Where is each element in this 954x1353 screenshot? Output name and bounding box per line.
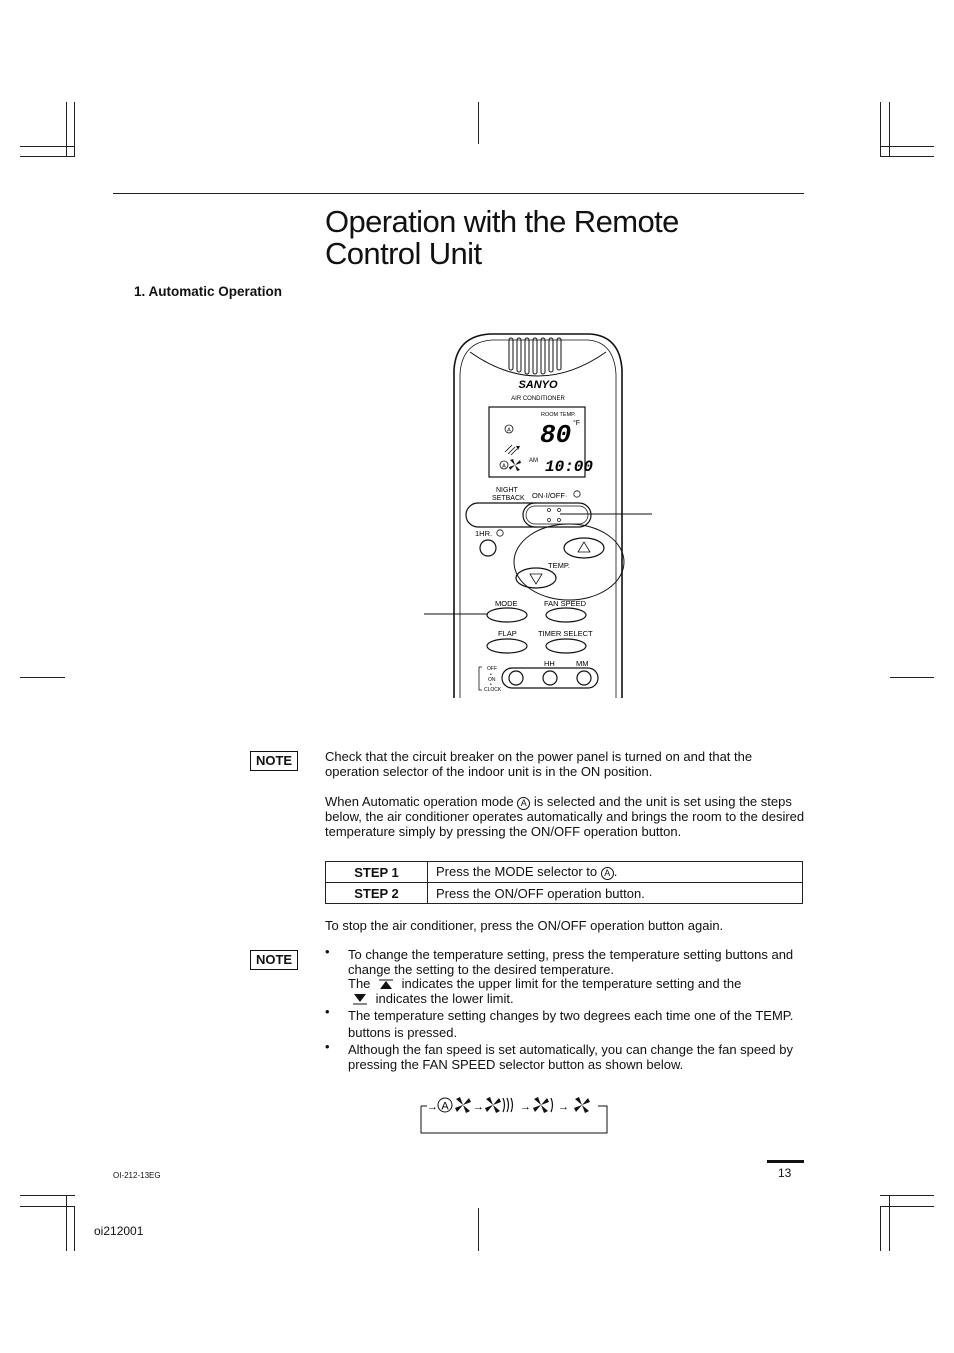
clock-clock-label: CLOCK: [484, 687, 502, 693]
fan-speed-button: [546, 608, 586, 622]
lcd-room-temp: ROOM TEMP.: [541, 412, 576, 418]
auto-text-part-1: When Automatic operation mode: [325, 794, 514, 809]
fan-low-icon: [574, 1097, 590, 1113]
lcd-am: AM: [529, 458, 538, 464]
bullet-1-lower-line: [348, 992, 805, 1007]
timer-select-button: [546, 639, 586, 653]
lcd-time: 10:00: [545, 458, 594, 476]
bullet-1-text: To change the temperature setting, press the temperature setting buttons and change the setting to the desired temperature.: [348, 947, 794, 977]
lcd-fan-icon: [509, 459, 521, 471]
doc-code: OI-212-13EG: [113, 1171, 161, 1180]
clock-mode-button: [509, 671, 523, 685]
lcd-unit: °F: [573, 420, 581, 427]
fan-speed-cycle-diagram: [418, 1093, 612, 1137]
svg-text:A: A: [502, 463, 506, 470]
svg-text:•: •: [490, 672, 492, 678]
remote-control-illustration: [420, 330, 660, 702]
up-triangle-icon: [578, 542, 590, 552]
bullet-1-upper: indicates the upper limit for the temperature setting and the: [401, 976, 742, 992]
fan-icon: [455, 1097, 471, 1113]
night-setback-label-2: SETBACK: [492, 495, 525, 502]
header-rule: [113, 193, 804, 194]
flap-label: FLAP: [498, 629, 517, 638]
step-1-text: Press the MODE selector to: [436, 864, 598, 879]
on-off-label: ON·I/OFF·: [532, 491, 568, 500]
page-title: [325, 206, 805, 270]
section-heading: 1. Automatic Operation: [134, 284, 283, 299]
clock-mm-label: MM: [576, 659, 589, 668]
step-2-label: STEP 2: [326, 883, 428, 904]
svg-text:A: A: [507, 427, 511, 434]
table-row: [326, 883, 803, 904]
step-1-label: STEP 1: [326, 862, 428, 883]
page-title-line-1: Operation with the Remote: [325, 204, 679, 239]
clock-icon: [497, 530, 503, 536]
temp-up-button: [564, 538, 604, 558]
step-1-suffix: .: [613, 864, 618, 879]
note-2-list: [325, 944, 805, 1075]
steps-table: [325, 861, 803, 904]
step-2-text: Press the ON/OFF operation button.: [428, 883, 803, 904]
up-limit-icon: [378, 979, 394, 991]
on-off-indicator-icon: [574, 491, 580, 497]
cycle-arrow: →: [520, 1101, 531, 1113]
cycle-arrow: →: [427, 1101, 438, 1113]
on-off-button: [523, 503, 591, 527]
bullet-dot: •: [325, 1039, 330, 1055]
auto-mode-icon: A: [601, 867, 614, 880]
remote-subtitle: AIR CONDITIONER: [511, 396, 565, 402]
lcd-flap-icon: [505, 445, 517, 455]
step-1-cell: [428, 862, 803, 883]
down-limit-icon: [352, 993, 368, 1005]
lcd-temp-value: 80: [540, 420, 572, 450]
fan-medium-icon: [533, 1097, 549, 1113]
page-number: 13: [778, 1166, 792, 1180]
note-badge-1: NOTE: [250, 751, 298, 771]
night-setback-label-1: NIGHT: [496, 487, 518, 494]
clock-hh-label: HH: [544, 659, 555, 668]
grill-icon: [509, 338, 561, 374]
clock-mm-button: [577, 671, 591, 685]
cycle-arrow: →: [558, 1101, 569, 1113]
bullet-1-limits: [348, 977, 805, 992]
list-item: [325, 1004, 805, 1041]
one-hour-button: [480, 540, 496, 556]
timer-select-label: TIMER SELECT: [538, 629, 593, 638]
svg-text:•: •: [490, 682, 492, 688]
clock-on-label: ON: [488, 677, 496, 683]
flap-button: [487, 639, 527, 653]
note-1-text: Check that the circuit breaker on the power panel is turned on and that the operation selector of the indoor unit is in the ON position.: [325, 749, 753, 779]
remote-brand: SANYO: [518, 379, 558, 391]
bullet-2-text: The temperature setting changes by two degrees each time one of the TEMP. buttons is pressed.: [348, 1008, 794, 1040]
bullet-1-the: The: [348, 976, 371, 992]
file-code: oi212001: [94, 1224, 144, 1238]
auto-operation-paragraph: [325, 795, 805, 839]
down-triangle-icon: [530, 574, 542, 584]
list-item: [325, 944, 805, 1006]
mode-label: MODE: [495, 599, 518, 608]
note-badge-2: NOTE: [250, 950, 298, 970]
bullet-1-lower: indicates the lower limit.: [375, 990, 514, 1006]
fan-speed-label: FAN SPEED: [544, 599, 587, 608]
auto-text-part-2: is selected and the unit is set using the steps below, the air conditioner operates automatically and brings the room to the desired temperature simply by pressing the ON/OFF operation button.: [325, 794, 805, 839]
clock-off-label: OFF: [487, 666, 497, 672]
cycle-arrow: →: [473, 1101, 484, 1113]
bullet-3-text: Although the fan speed is set automatically, you can change the fan speed by pressing the FAN SPEED selector button as shown below.: [348, 1042, 793, 1072]
auto-symbol: A: [441, 1100, 449, 1113]
page-title-line-2: Control Unit: [325, 236, 482, 271]
temp-label: TEMP.: [548, 561, 570, 570]
stop-text: To stop the air conditioner, press the ON/OFF operation button again.: [325, 918, 724, 933]
clock-hh-button: [543, 671, 557, 685]
fan-high-icon: [485, 1097, 501, 1113]
bullet-dot: •: [325, 1004, 330, 1020]
one-hour-label: 1HR.: [475, 529, 493, 538]
list-item: [325, 1039, 805, 1072]
mode-button: [487, 608, 527, 622]
page-number-rule: [767, 1160, 804, 1163]
auto-mode-icon: A: [517, 797, 530, 810]
bullet-dot: •: [325, 944, 330, 959]
table-row: [326, 862, 803, 883]
temp-down-button: [516, 568, 556, 588]
